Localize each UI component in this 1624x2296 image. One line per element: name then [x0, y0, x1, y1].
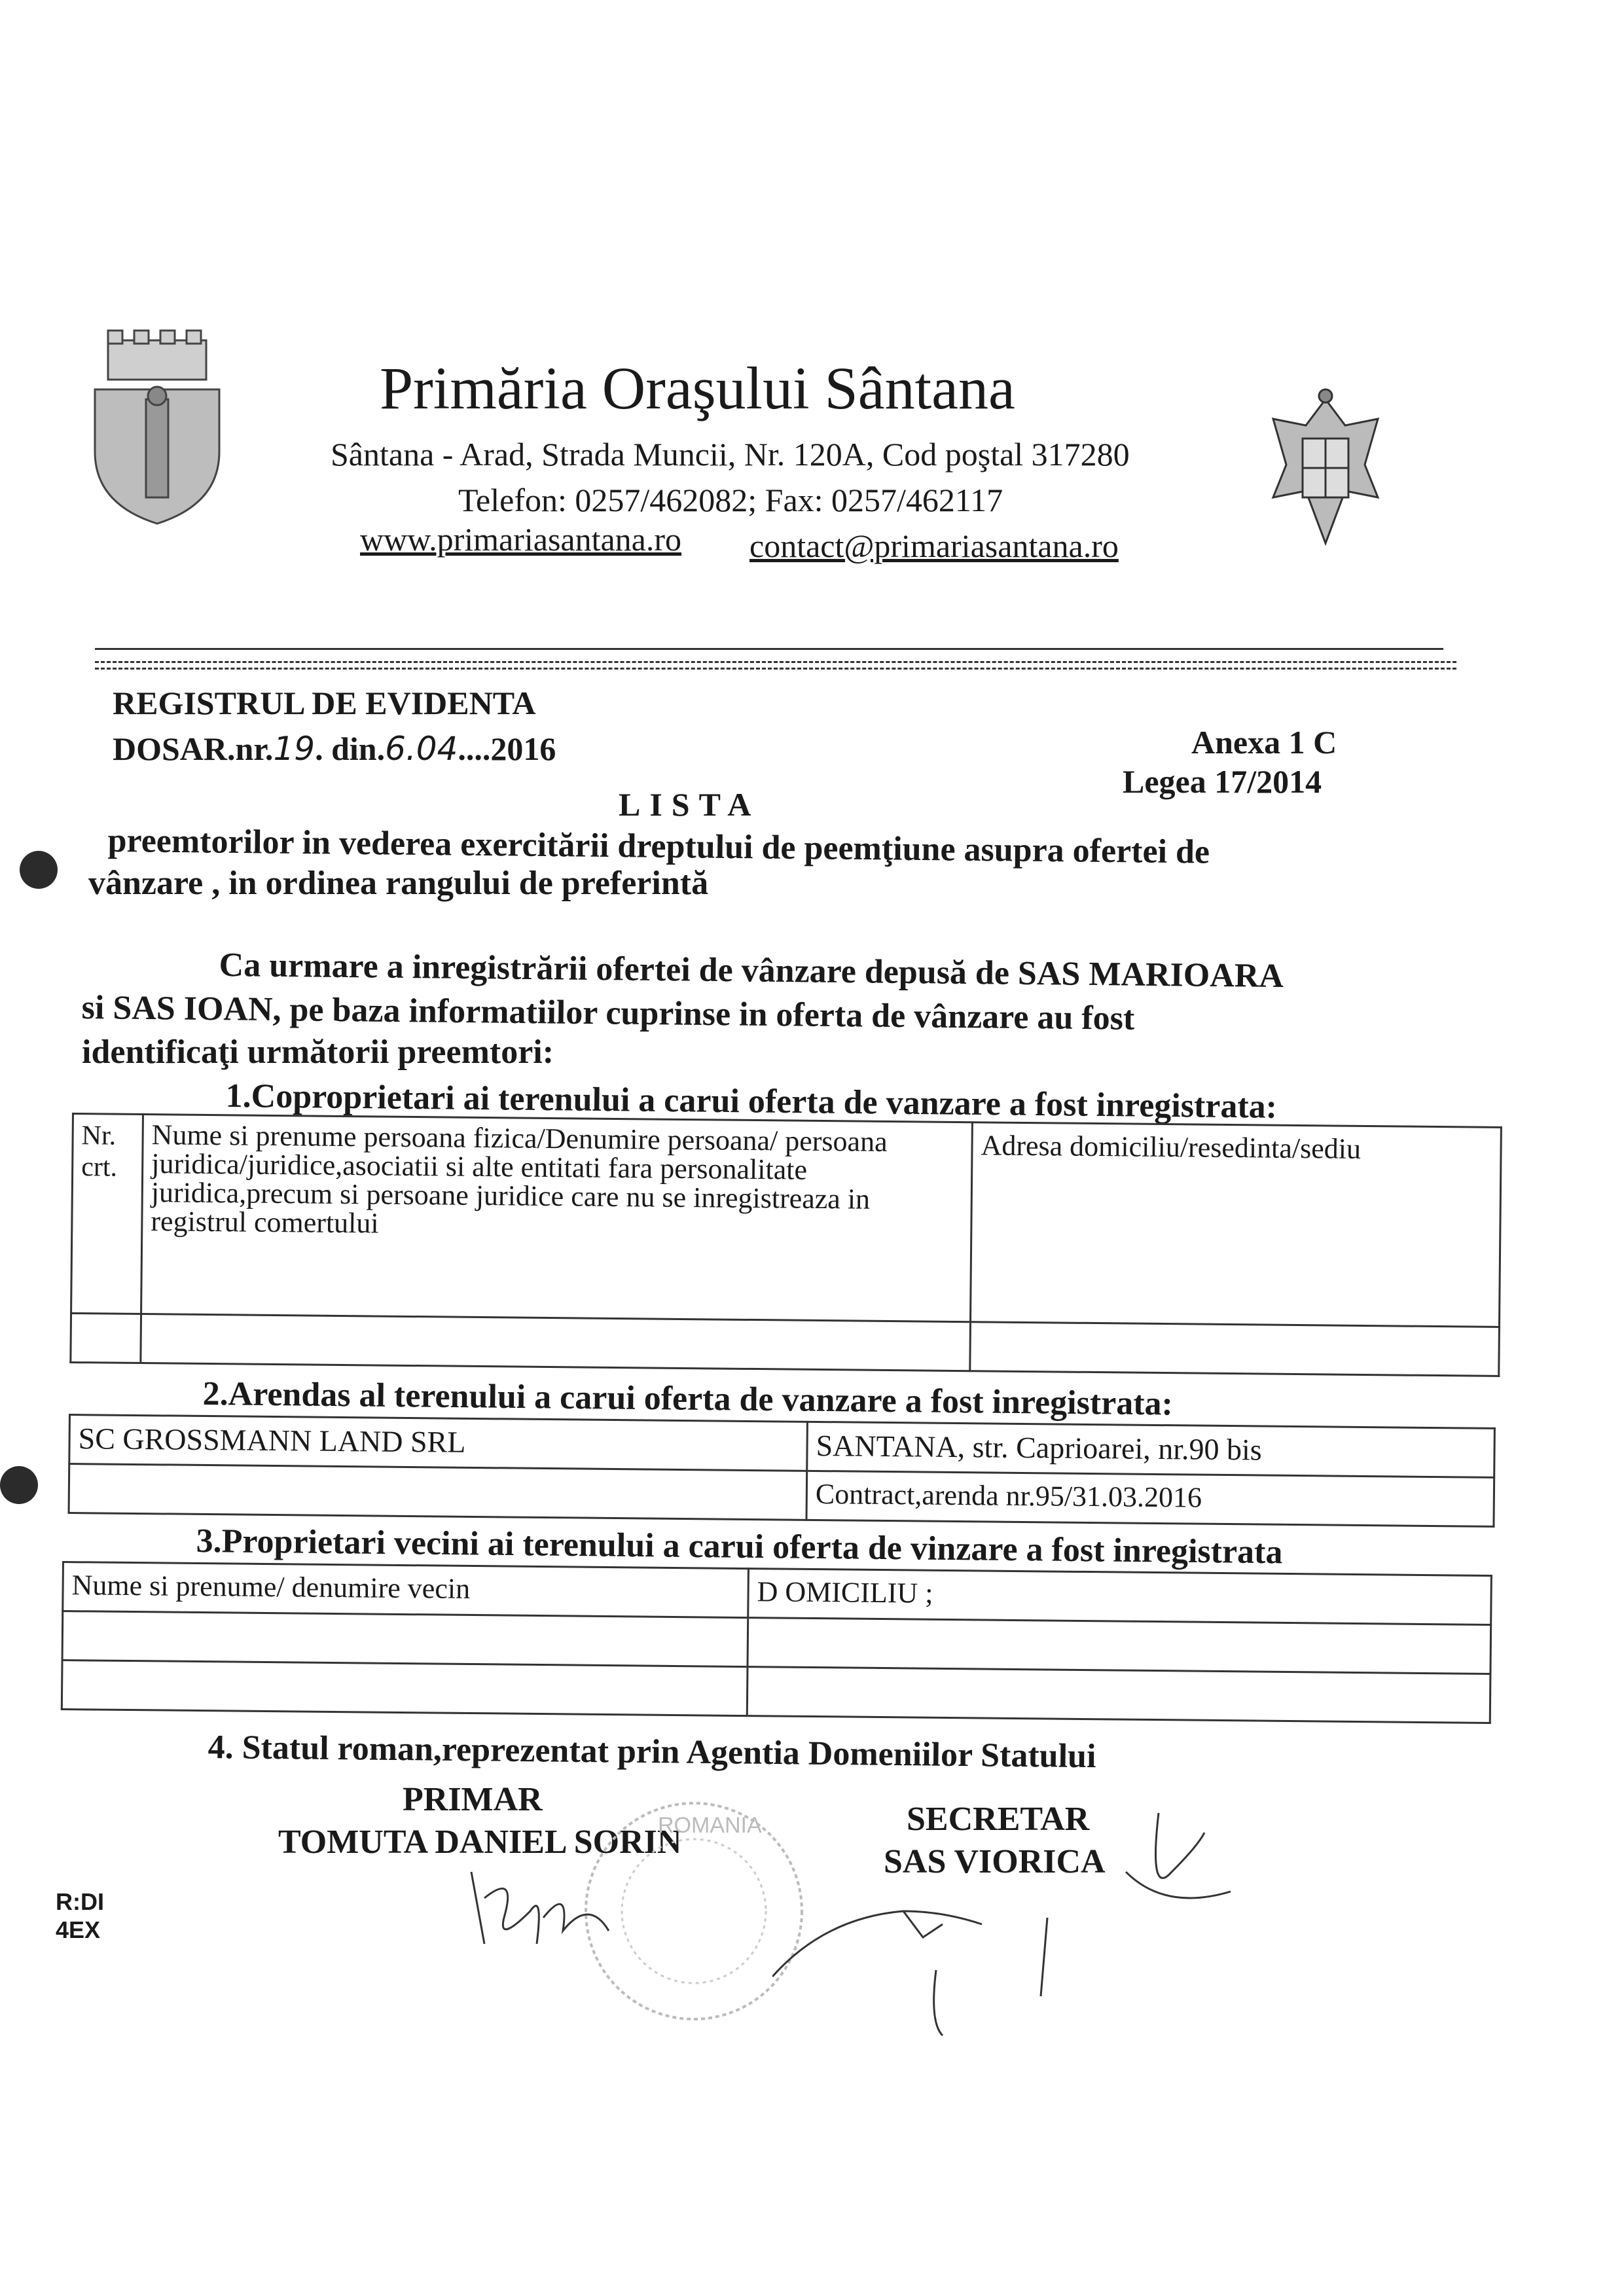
mayor-name: TOMUTA DANIEL SORIN [278, 1823, 682, 1861]
secretary-title: SECRETAR [907, 1801, 1090, 1838]
col-name-header: Nume si prenume persoana fizica/Denumire persoana/ persoana juridica/juridice,asociatii si alte entitati fara personalitate juridica,precum si persoane juridice care nu se inregistreaza in registrul comertului [141, 1115, 973, 1322]
dosar-prefix: DOSAR.nr. [113, 730, 274, 767]
registry-title: REGISTRUL DE EVIDENTA [113, 685, 536, 721]
document-title: LISTA [619, 786, 761, 823]
footer-ref-1: R:DI [56, 1888, 104, 1915]
din-label: . din. [315, 730, 386, 767]
subtitle-line-1: preemtorilor in vederea exercitării dreptului de peemţiune asupra ofertei de [107, 822, 1210, 871]
header-separator [95, 648, 1443, 650]
section-2-heading: 2.Arendas al terenului a carui oferta de vanzare a fost inregistrata: [202, 1375, 1174, 1423]
col-address-header: Adresa domiciliu/resedinta/sediu [970, 1122, 1501, 1327]
dosar-number: 19 [273, 730, 316, 768]
section-1-table [69, 1113, 1502, 1377]
law-label: Legea 17/2014 [1123, 763, 1322, 800]
header-separator-double-2 [95, 668, 1456, 670]
section-4-heading: 4. Statul roman,reprezentat prin Agentia Domeniilor Statului [208, 1729, 1096, 1776]
secretary-name: SAS VIORICA [884, 1843, 1106, 1880]
punch-hole-top [20, 851, 58, 889]
din-date: 6.04 [385, 730, 458, 768]
col-nr-header: Nr. crt. [71, 1114, 143, 1314]
header-separator-double [95, 661, 1456, 663]
romania-coat-of-arms-icon [1267, 386, 1384, 560]
secretary-signature-icon [772, 1800, 1244, 2049]
empty-cell [970, 1322, 1500, 1376]
mayor-title: PRIMAR [403, 1781, 543, 1818]
intro-line-1: Ca urmare a inregistrării ofertei de vânzare depusă de SAS MARIOARA [219, 946, 1284, 996]
dosar-line [113, 730, 556, 768]
empty-cell [141, 1314, 971, 1371]
section-1-heading: 1.Coproprietari ai terenului a carui oferta de vanzare a fost inregistrata: [225, 1077, 1278, 1126]
mayor-signature-icon [458, 1859, 628, 1964]
intro-line-2: si SAS IOAN, pe baza informatiilor cuprinse in oferta de vânzare au fost [81, 989, 1135, 1037]
intro-line-3: identificaţi următorii preemtori: [82, 1033, 554, 1071]
section-3-heading: 3.Proprietari vecini ai terenului a carui oferta de vinzare a fost inregistrata [196, 1522, 1283, 1571]
empty-cell [62, 1611, 748, 1667]
subtitle-line-2: vânzare , in ordinea rangului de preferintă [88, 865, 709, 902]
empty-cell [748, 1618, 1491, 1674]
punch-hole-bottom [0, 1466, 38, 1504]
arendas-contract: Contract,arenda nr.95/31.03.2016 [806, 1471, 1494, 1526]
arendas-address: SANTANA, str. Caprioarei, nr.90 bis [807, 1422, 1495, 1477]
arendas-name: SC GROSSMANN LAND SRL [69, 1415, 808, 1471]
col-domiciliu-header: D OMICILIU ; [748, 1569, 1492, 1625]
year-suffix: ....2016 [458, 730, 556, 767]
town-coat-of-arms-icon [88, 327, 226, 530]
website-link[interactable]: www.primariasantana.ro [360, 521, 682, 558]
empty-cell [69, 1464, 807, 1520]
empty-cell [62, 1660, 748, 1716]
institution-name: Primăria Oraşului Sântana [380, 355, 1015, 422]
empty-cell [71, 1314, 141, 1363]
footer-ref-2: 4EX [56, 1916, 101, 1943]
annex-label: Anexa 1 C [1191, 724, 1337, 761]
institution-address: Sântana - Arad, Strada Muncii, Nr. 120A, Cod poştal 317280 [331, 436, 1130, 473]
empty-cell [747, 1667, 1490, 1723]
table-row [71, 1114, 1502, 1327]
email-link[interactable]: contact@primariasantana.ro [749, 528, 1119, 564]
institution-phone-fax: Telefon: 0257/462082; Fax: 0257/462117 [458, 482, 1003, 518]
stamp-text: ROMANIA [658, 1813, 762, 1838]
section-2-table [68, 1414, 1496, 1528]
col-vecin-header: Nume si prenume/ denumire vecin [63, 1562, 749, 1618]
section-3-table [61, 1561, 1492, 1724]
